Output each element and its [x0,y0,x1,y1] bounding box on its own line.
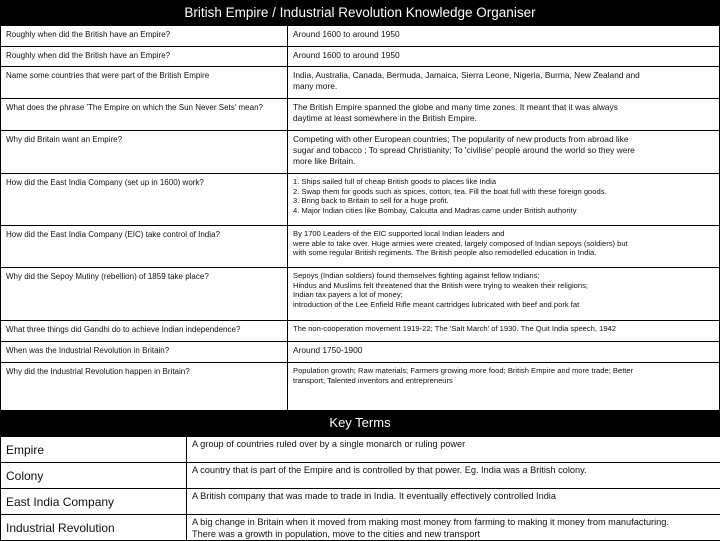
answer-line: Sepoys (Indian soldiers) found themselves fighting against fellow Indians; [293,271,714,281]
answer-cell [288,321,720,342]
table-row [1,67,720,99]
answer-cell [288,47,720,67]
table-row [1,268,720,321]
key-term-row [1,515,720,541]
key-terms-table [0,436,720,541]
answer-cell [288,131,720,174]
answer-line: daytime at least somewhere in the British Empire. [293,113,714,124]
question-cell: Roughly when did the British have an Empire? [1,47,288,67]
answer-line: with some regular British regiments. The British people also remodelled education in India. [293,248,714,258]
answer-line: The British Empire spanned the globe and many time zones. It meant that it was always [293,102,714,113]
question-cell: When was the Industrial Revolution in Britain? [1,342,288,363]
answer-line: By 1700 Leaders of the EIC supported local Indian leaders and [293,229,714,239]
answer-line: more like Britain. [293,156,714,167]
answer-line: Around 1750-1900 [293,345,714,356]
table-row [1,342,720,363]
definition-line: A group of countries ruled over by a single monarch or ruling power [192,438,720,450]
answer-cell [288,26,720,47]
answer-cell [288,226,720,268]
table-row [1,174,720,226]
table-row [1,363,720,411]
question-cell: Roughly when did the British have an Empire? [1,26,288,47]
question-cell: Why did Britain want an Empire? [1,131,288,174]
answer-line: many more. [293,81,714,92]
question-cell: How did the East India Company (set up in 1600) work? [1,174,288,226]
answer-cell [288,67,720,99]
answer-line: 1. Ships sailed full of cheap British goods to places like India [293,177,714,187]
definition-line: A big change in Britain when it moved from making most money from farming to making it money from manufacturing. [192,516,720,528]
question-cell: What does the phrase 'The Empire on which the Sun Never Sets' mean? [1,99,288,131]
definition-cell [187,489,720,515]
definition-cell [187,515,720,541]
answer-line: were able to take over. Huge armies were created, largely composed of Indian sepoys (soldiers) but [293,239,714,249]
answer-line: Indian tax payers a lot of money; [293,290,714,300]
key-term-row [1,489,720,515]
question-cell: Why did the Industrial Revolution happen in Britain? [1,363,288,411]
term-cell: East India Company [1,489,187,515]
definition-cell [187,463,720,489]
answer-line: 3. Bring back to Britain to sell for a huge profit. [293,196,714,206]
answer-line: India, Australia, Canada, Bermuda, Jamaica, Sierra Leone, Nigeria, Burma, New Zealand and [293,70,714,81]
term-cell: Colony [1,463,187,489]
definition-cell [187,437,720,463]
answer-cell [288,268,720,321]
answer-line: Around 1600 to around 1950 [293,29,714,40]
definition-line: There was a growth in population, move to the cities and new transport [192,528,720,540]
question-cell: What three things did Gandhi do to achieve Indian independence? [1,321,288,342]
qa-table [0,25,720,411]
question-cell: Why did the Sepoy Mutiny (rebellion) of 1859 take place? [1,268,288,321]
answer-cell [288,99,720,131]
answer-line: transport; Talented inventors and entrepreneurs [293,376,714,386]
answer-line: sugar and tobacco ; To spread Christianity; To 'civilise' people around the world so they were [293,145,714,156]
answer-line: Around 1600 to around 1950 [293,50,714,61]
term-cell: Industrial Revolution [1,515,187,541]
table-row [1,26,720,47]
answer-cell [288,342,720,363]
page-title: British Empire / Industrial Revolution Knowledge Organiser [0,0,720,25]
answer-line: 2. Swap them for goods such as spices, cotton, tea. Fill the boat full with these foreign goods. [293,187,714,197]
question-cell: Name some countries that were part of the British Empire [1,67,288,99]
table-row [1,47,720,67]
answer-line: Competing with other European countries; The popularity of new products from abroad like [293,134,714,145]
table-row [1,99,720,131]
definition-line: A British company that was made to trade in India. It eventually effectively controlled India [192,490,720,502]
question-cell: How did the East India Company (EIC) take control of India? [1,226,288,268]
table-row [1,321,720,342]
answer-cell [288,174,720,226]
answer-line: introduction of the Lee Enfield Rifle meant cartridges lubricated with beef and pork fat [293,300,714,310]
table-row [1,226,720,268]
answer-line: Population growth; Raw materials; Farmers growing more food; British Empire and more trade; Better [293,366,714,376]
answer-line: 4. Major Indian cities like Bombay, Calcutta and Madras came under British authority [293,206,714,216]
answer-line: The non-cooperation movement 1919-22; The 'Salt March' of 1930. The Quit India speech, 1942 [293,324,714,334]
answer-line: Hindus and Muslims felt threatened that the British were trying to weaken their religions; [293,281,714,291]
definition-line: A country that is part of the Empire and is controlled by that power. Eg. India was a British colony. [192,464,720,476]
key-terms-heading: Key Terms [0,410,720,436]
key-term-row [1,437,720,463]
table-row [1,131,720,174]
key-term-row [1,463,720,489]
term-cell: Empire [1,437,187,463]
answer-cell [288,363,720,411]
